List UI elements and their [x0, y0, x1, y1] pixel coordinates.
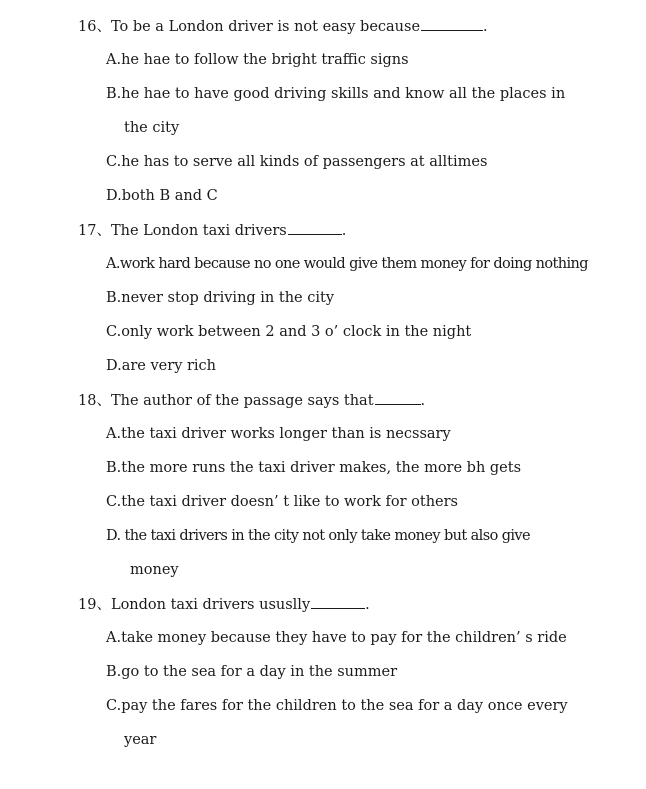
- option-text: take money because they have to pay for the children’ s ride: [121, 630, 567, 646]
- option-label: A.: [106, 630, 122, 646]
- option-label: B.: [106, 460, 122, 476]
- option-text: the taxi drivers in the city not only take money but also give: [120, 528, 530, 544]
- answer-blank: [421, 16, 483, 31]
- answer-blank: [288, 220, 342, 235]
- option-18-d-continuation: money: [130, 562, 179, 578]
- option-17-b: [106, 288, 334, 308]
- option-label: C.: [106, 154, 122, 170]
- question-end: .: [420, 393, 426, 409]
- option-16-b: [106, 84, 565, 104]
- question-end: .: [365, 597, 370, 613]
- option-text: only work between 2 and 3 o’ clock in the night: [121, 324, 472, 340]
- question-stem: London taxi drivers ususlly: [110, 597, 311, 613]
- question-18: [78, 390, 425, 410]
- option-19-b: [106, 662, 397, 682]
- option-text: pay the fares for the children to the sea for a day once every: [121, 698, 568, 714]
- question-end: .: [341, 223, 347, 239]
- question-number: 17、: [78, 223, 111, 239]
- option-19-a: [106, 628, 567, 648]
- option-17-c: [106, 322, 471, 342]
- option-label: D.: [106, 188, 122, 204]
- option-label: C.: [106, 698, 122, 714]
- option-label: C.: [106, 494, 122, 510]
- question-number: 18、: [78, 393, 111, 409]
- option-label: C.: [106, 324, 122, 340]
- option-16-d: [106, 186, 218, 206]
- option-label: B.: [106, 664, 122, 680]
- option-18-c: [106, 492, 458, 512]
- option-18-d: [106, 526, 530, 546]
- option-text: work hard because no one would give them money for doing nothing: [119, 256, 588, 272]
- question-17: [78, 220, 346, 240]
- option-label: A.: [106, 52, 122, 68]
- question-number: 19、: [78, 597, 111, 613]
- option-label: D.: [106, 528, 121, 544]
- option-label: A.: [106, 256, 120, 272]
- option-16-b-continuation: the city: [124, 120, 180, 136]
- question-number: 16、: [78, 19, 111, 35]
- question-end: .: [483, 19, 488, 35]
- option-label: B.: [106, 290, 122, 306]
- answer-blank: [311, 594, 365, 609]
- answer-blank: [375, 390, 421, 405]
- option-19-c-continuation: year: [124, 732, 157, 748]
- option-16-c: [106, 152, 487, 172]
- option-text: go to the sea for a day in the summer: [121, 664, 398, 680]
- option-label: A.: [106, 426, 122, 442]
- option-text: the more runs the taxi driver makes, the more bh gets: [121, 460, 522, 476]
- option-16-a: [106, 50, 409, 70]
- question-stem: The author of the passage says that: [110, 393, 374, 409]
- option-18-a: [106, 424, 451, 444]
- option-text: he hae to have good driving skills and know all the places in: [121, 86, 566, 102]
- option-17-a: [106, 254, 588, 274]
- question-19: [78, 594, 370, 614]
- option-text: he hae to follow the bright traffic signs: [121, 52, 409, 68]
- option-text: are very rich: [121, 358, 217, 374]
- option-18-b: [106, 458, 521, 478]
- option-text: never stop driving in the city: [121, 290, 335, 306]
- question-16: [78, 16, 488, 36]
- option-text: the taxi driver doesn’ t like to work for others: [121, 494, 459, 510]
- option-text: both B and C: [121, 188, 218, 204]
- option-17-d: [106, 356, 216, 376]
- option-label: D.: [106, 358, 122, 374]
- question-stem: To be a London driver is not easy because: [110, 19, 421, 35]
- option-19-c: [106, 696, 568, 716]
- option-text: the taxi driver works longer than is necssary: [121, 426, 451, 442]
- question-stem: The London taxi drivers: [110, 223, 287, 239]
- option-text: he has to serve all kinds of passengers at alltimes: [121, 154, 488, 170]
- option-label: B.: [106, 86, 122, 102]
